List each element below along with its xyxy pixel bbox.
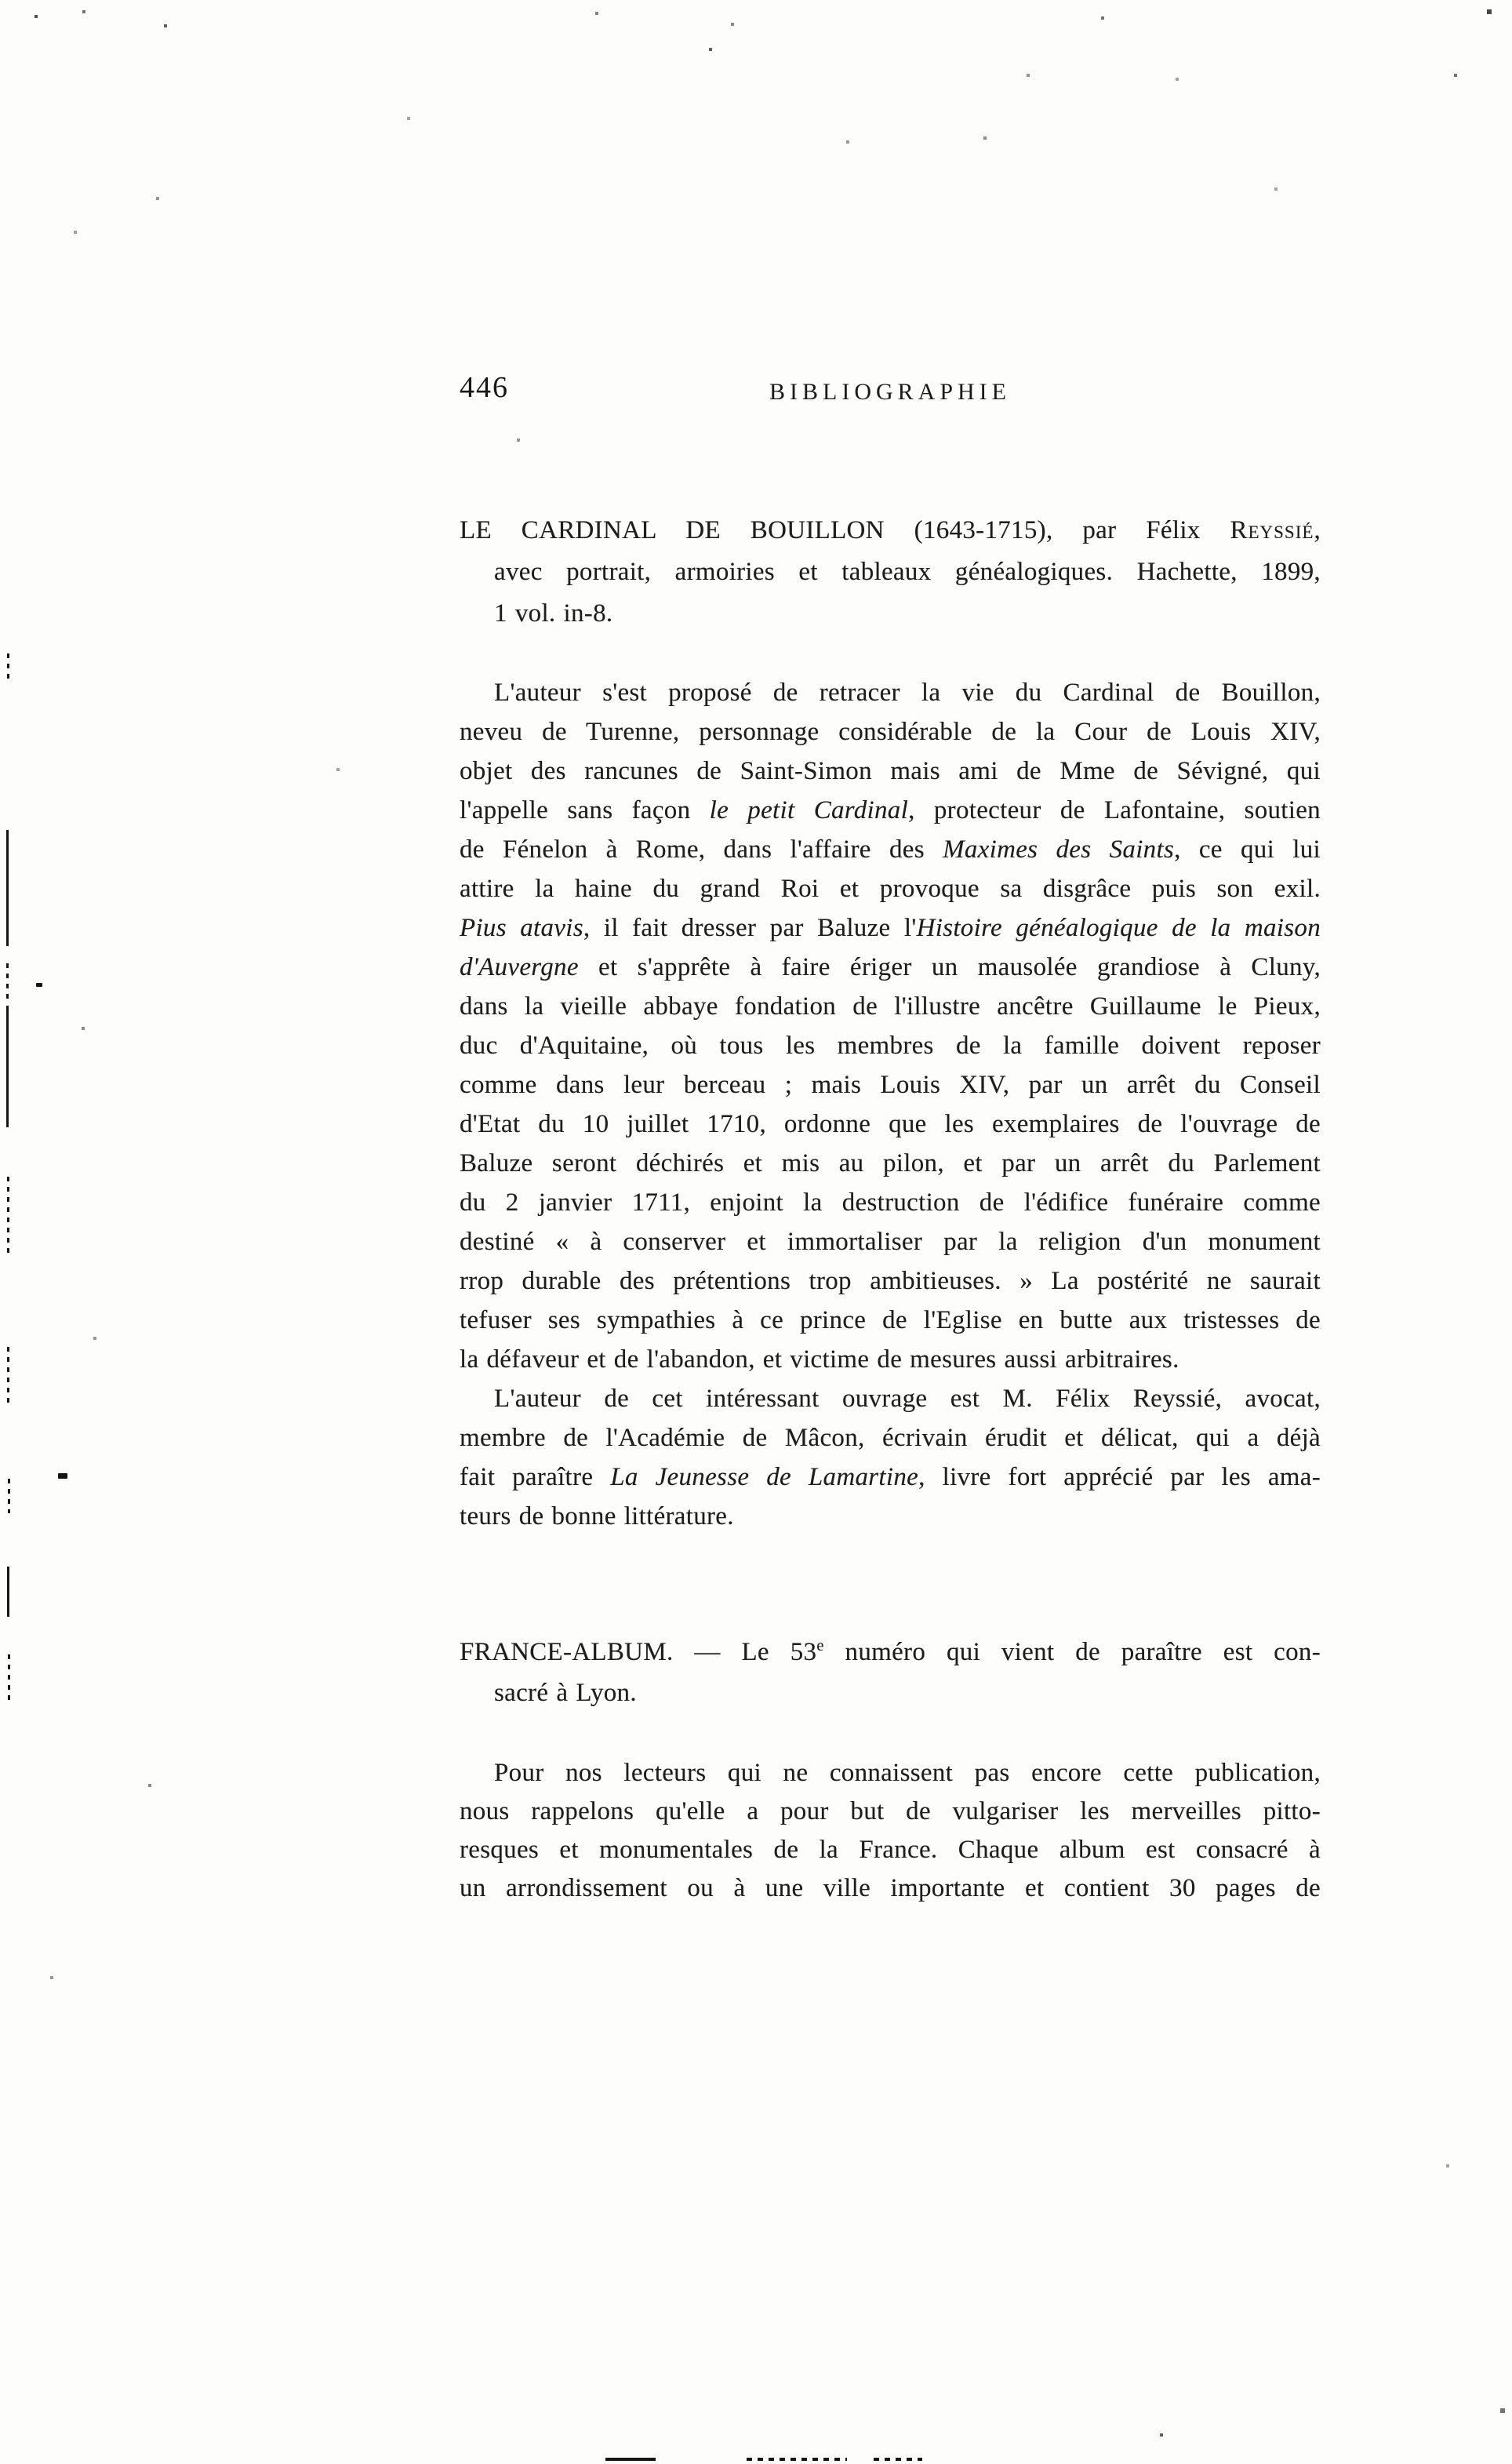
scan-artifact (8, 1479, 10, 1513)
text-segment-i: La Jeunesse de Lamartine (610, 1463, 919, 1491)
text-segment-i: Pius atavis (460, 914, 583, 942)
text-segment-sup: e (816, 1637, 824, 1654)
text-line (460, 1831, 1321, 1869)
text-line (460, 1754, 1321, 1792)
scan-artifact (58, 1473, 67, 1479)
text-line (460, 908, 1321, 948)
text-line (460, 510, 1321, 551)
text-line (460, 1672, 1321, 1713)
text-segment: , (1314, 516, 1321, 544)
text-line (460, 593, 1321, 635)
scan-artifact (6, 963, 9, 1004)
text-line (460, 791, 1321, 830)
text-segment-i: le petit Cardinal (709, 796, 909, 824)
text-line (460, 1632, 1321, 1672)
text-segment: et s'apprête à faire ériger un mausolée grandiose à Cluny, (578, 953, 1321, 981)
text-segment: , il fait dresser par Baluze l' (583, 914, 917, 942)
text-segment: comme dans leur berceau ; mais Louis XIV, par un arrêt du Conseil (460, 1071, 1321, 1099)
entry-body-cardinal-de-bouillon (460, 673, 1321, 1536)
text-line (460, 1340, 1321, 1379)
text-line (460, 1183, 1321, 1222)
text-segment: L'auteur s'est proposé de retracer la vie du Cardinal de Bouillon, (494, 679, 1321, 707)
text-segment: sacré à Lyon. (494, 1679, 637, 1707)
running-title: BIBLIOGRAPHIE (769, 379, 1011, 405)
text-line (460, 1869, 1321, 1908)
text-line (460, 712, 1321, 752)
text-line (460, 1458, 1321, 1497)
text-segment-sc: Reyssié (1230, 516, 1314, 544)
text-segment: neveu de Turenne, personnage considérable de la Cour de Louis XIV, (460, 718, 1321, 746)
text-line (460, 1418, 1321, 1458)
text-segment: nous rappelons qu'elle a pour but de vulgariser les merveilles pitto- (460, 1797, 1321, 1825)
running-header (460, 370, 1321, 408)
text-line (460, 752, 1321, 791)
text-segment-i: Maximes des Saints (943, 835, 1175, 864)
text-line (460, 1144, 1321, 1183)
text-segment: objet des rancunes de Saint-Simon mais ami de Mme de Sévigné, qui (460, 757, 1321, 785)
text-segment: , protecteur de Lafontaine, soutien (908, 796, 1321, 824)
text-segment: la défaveur et de l'abandon, et victime de mesures aussi arbitraires. (460, 1345, 1179, 1374)
text-segment: tefuser ses sympathies à ce prince de l'Eglise en butte aux tristesses de (460, 1306, 1321, 1334)
entry-body-france-album (460, 1754, 1321, 1908)
scan-artifact (747, 2458, 847, 2461)
text-line (460, 869, 1321, 908)
text-segment: rrop durable des prétentions trop ambitieuses. » La postérité ne saurait (460, 1267, 1321, 1295)
text-line (460, 830, 1321, 869)
text-segment: avec portrait, armoiries et tableaux généalogiques. Hachette, 1899, (494, 558, 1321, 586)
text-line (460, 987, 1321, 1026)
text-segment: d'Etat du 10 juillet 1710, ordonne que les exemplaires de l'ouvrage de (460, 1110, 1321, 1138)
scan-artifact (6, 830, 9, 946)
entry-heading-france-album (460, 1632, 1321, 1713)
text-segment: L'auteur de cet intéressant ouvrage est M. Félix Reyssié, avocat, (494, 1385, 1321, 1413)
entry-heading-cardinal-de-bouillon (460, 510, 1321, 635)
text-line (460, 1497, 1321, 1536)
text-segment: , ce qui lui (1174, 835, 1321, 864)
scan-artifact (36, 983, 42, 987)
text-line (460, 1222, 1321, 1261)
text-segment: 1 vol. in-8. (494, 599, 613, 628)
scan-artifact (6, 1006, 9, 1127)
text-segment: dans la vieille abbaye fondation de l'illustre ancêtre Guillaume le Pieux, (460, 992, 1321, 1021)
text-segment: numéro qui vient de paraître est con- (823, 1638, 1321, 1666)
text-segment: attire la haine du grand Roi et provoque sa disgrâce puis son exil. (460, 875, 1321, 903)
text-segment: du 2 janvier 1711, enjoint la destruction de l'édifice funéraire comme (460, 1188, 1321, 1217)
scan-artifact (7, 1177, 9, 1254)
text-segment: LE CARDINAL DE BOUILLON (1643-1715), par Félix (460, 516, 1230, 544)
scan-speckles (0, 0, 2, 2)
text-line (460, 1301, 1321, 1340)
text-segment: fait paraître (460, 1463, 611, 1491)
text-line (460, 673, 1321, 712)
text-line (460, 1065, 1321, 1105)
text-line (460, 1261, 1321, 1301)
text-segment: duc d'Aquitaine, où tous les membres de la famille doivent reposer (460, 1032, 1321, 1060)
scan-artifact (605, 2458, 656, 2461)
scan-artifact (7, 653, 9, 682)
text-segment: destiné « à conserver et immortaliser par la religion d'un monument (460, 1228, 1321, 1256)
text-segment: teurs de bonne littérature. (460, 1502, 734, 1530)
text-segment: resques et monumentales de la France. Chaque album est consacré à (460, 1836, 1321, 1864)
text-segment-i: d'Auvergne (460, 953, 579, 981)
page-number: 446 (460, 371, 509, 404)
scan-artifact (874, 2458, 922, 2461)
scan-artifact (7, 1567, 9, 1617)
text-segment-i: Histoire généalogique de la maison (916, 914, 1321, 942)
scan-artifact (7, 1347, 9, 1408)
text-segment: , livre fort apprécié par les ama- (918, 1463, 1321, 1491)
text-line (460, 1026, 1321, 1065)
text-segment: l'appelle sans façon (460, 796, 710, 824)
text-segment: FRANCE-ALBUM. — Le 53 (460, 1638, 817, 1666)
text-line (460, 551, 1321, 593)
text-line (460, 948, 1321, 987)
text-line (460, 1379, 1321, 1418)
text-segment: de Fénelon à Rome, dans l'affaire des (460, 835, 943, 864)
text-line (460, 1792, 1321, 1831)
text-line (460, 1105, 1321, 1144)
text-segment: membre de l'Académie de Mâcon, écrivain érudit et délicat, qui a déjà (460, 1424, 1321, 1452)
scan-artifact (8, 1654, 10, 1700)
text-segment: Baluze seront déchirés et mis au pilon, et par un arrêt du Parlement (460, 1149, 1321, 1177)
text-segment: Pour nos lecteurs qui ne connaissent pas encore cette publication, (494, 1759, 1321, 1787)
text-segment: un arrondissement ou à une ville importante et contient 30 pages de (460, 1874, 1321, 1902)
